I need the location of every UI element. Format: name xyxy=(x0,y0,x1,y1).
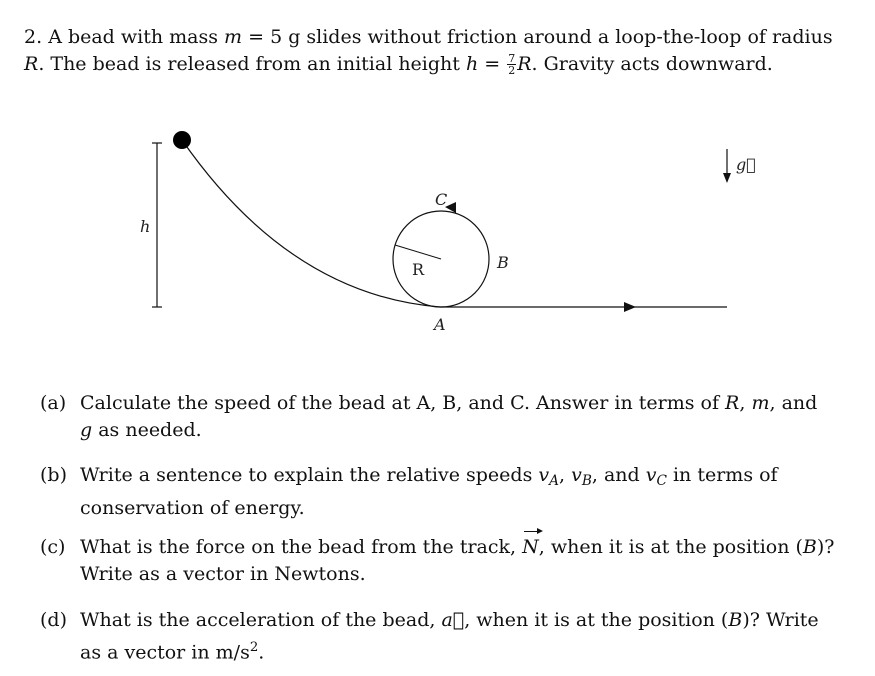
speed-b-subscript: B xyxy=(581,473,592,490)
mass-equation: = 5 g slides without friction around a loop-the-loop of radius xyxy=(248,26,833,48)
bead xyxy=(173,131,191,149)
part-d-text-3: )? Write as a vector in m/s xyxy=(80,609,819,664)
ramp-track xyxy=(182,140,440,307)
part-c-text xyxy=(80,534,840,588)
statement-text-1: A bead with mass xyxy=(48,26,218,48)
speed-c-var: v xyxy=(645,464,657,486)
part-b-text-1: Write a sentence to explain the relative speeds xyxy=(80,464,533,486)
height-label: h xyxy=(140,217,151,236)
speed-a-subscript: A xyxy=(549,473,559,490)
fraction-denominator: 2 xyxy=(508,63,516,77)
acceleration-vector: a⃗ xyxy=(441,609,465,631)
part-b-text-end: in terms of conservation of energy. xyxy=(80,464,778,520)
part-a-label: (a) xyxy=(40,392,67,414)
speed-c-subscript: C xyxy=(656,473,667,490)
point-a-label: A xyxy=(434,315,446,334)
part-a-var-r: R xyxy=(725,392,740,414)
part-c-text-1: What is the force on the bead from the track, xyxy=(80,536,517,558)
radius-label: R xyxy=(412,260,425,279)
part-a-text-end: as needed. xyxy=(98,419,202,441)
part-d-position: B xyxy=(728,609,743,631)
point-b-label: B xyxy=(497,253,509,272)
part-b-and: , and xyxy=(591,464,640,486)
part-d-label: (d) xyxy=(40,609,67,631)
part-c-text-2: , when it is at the position ( xyxy=(538,536,803,558)
radius-line xyxy=(395,245,441,259)
part-b-label: (b) xyxy=(40,464,67,486)
height-variable: h xyxy=(465,53,479,75)
part-c xyxy=(40,534,840,588)
part-a xyxy=(40,390,840,444)
normal-force-vector: N xyxy=(522,534,539,561)
radius-variable-2: R xyxy=(517,53,532,75)
part-c-text-end: )? Write as a vector in Newtons. xyxy=(80,536,835,585)
part-a-and: , and xyxy=(769,392,818,414)
part-a-var-g: g xyxy=(80,419,93,441)
speed-a-var: v xyxy=(538,464,550,486)
part-d-text-1: What is the acceleration of the bead, xyxy=(80,609,436,631)
part-b-comma: , xyxy=(558,464,566,486)
units-exponent: 2 xyxy=(249,640,259,655)
gravity-arrow xyxy=(723,149,731,183)
part-d xyxy=(40,607,840,666)
height-marker xyxy=(152,143,162,307)
speed-b-var: v xyxy=(571,464,582,486)
part-c-position: B xyxy=(802,536,817,558)
radius-variable: R xyxy=(24,53,39,75)
gravity-label: g⃗ xyxy=(736,155,756,174)
part-d-period: . xyxy=(258,641,265,664)
point-c-label: C xyxy=(435,190,448,209)
exit-arrow xyxy=(624,302,636,312)
fraction-numerator: 7 xyxy=(508,51,516,65)
part-d-text xyxy=(80,607,840,666)
part-a-text-1: Calculate the speed of the bead at A, B, and C. Answer in terms of xyxy=(80,392,719,414)
problem-number: 2. xyxy=(24,26,43,48)
equals-sign: = xyxy=(484,53,501,75)
part-a-comma: , xyxy=(739,392,746,414)
statement-text-2: . The bead is released from an initial height xyxy=(38,53,460,75)
part-a-text xyxy=(80,390,840,444)
part-c-label: (c) xyxy=(40,536,66,558)
part-b xyxy=(40,462,840,522)
part-b-text xyxy=(80,462,840,522)
statement-text-3: . Gravity acts downward. xyxy=(531,53,773,75)
part-a-var-m: m xyxy=(751,392,770,414)
mass-variable: m xyxy=(224,26,243,48)
part-d-text-2: , when it is at the position ( xyxy=(464,609,729,631)
